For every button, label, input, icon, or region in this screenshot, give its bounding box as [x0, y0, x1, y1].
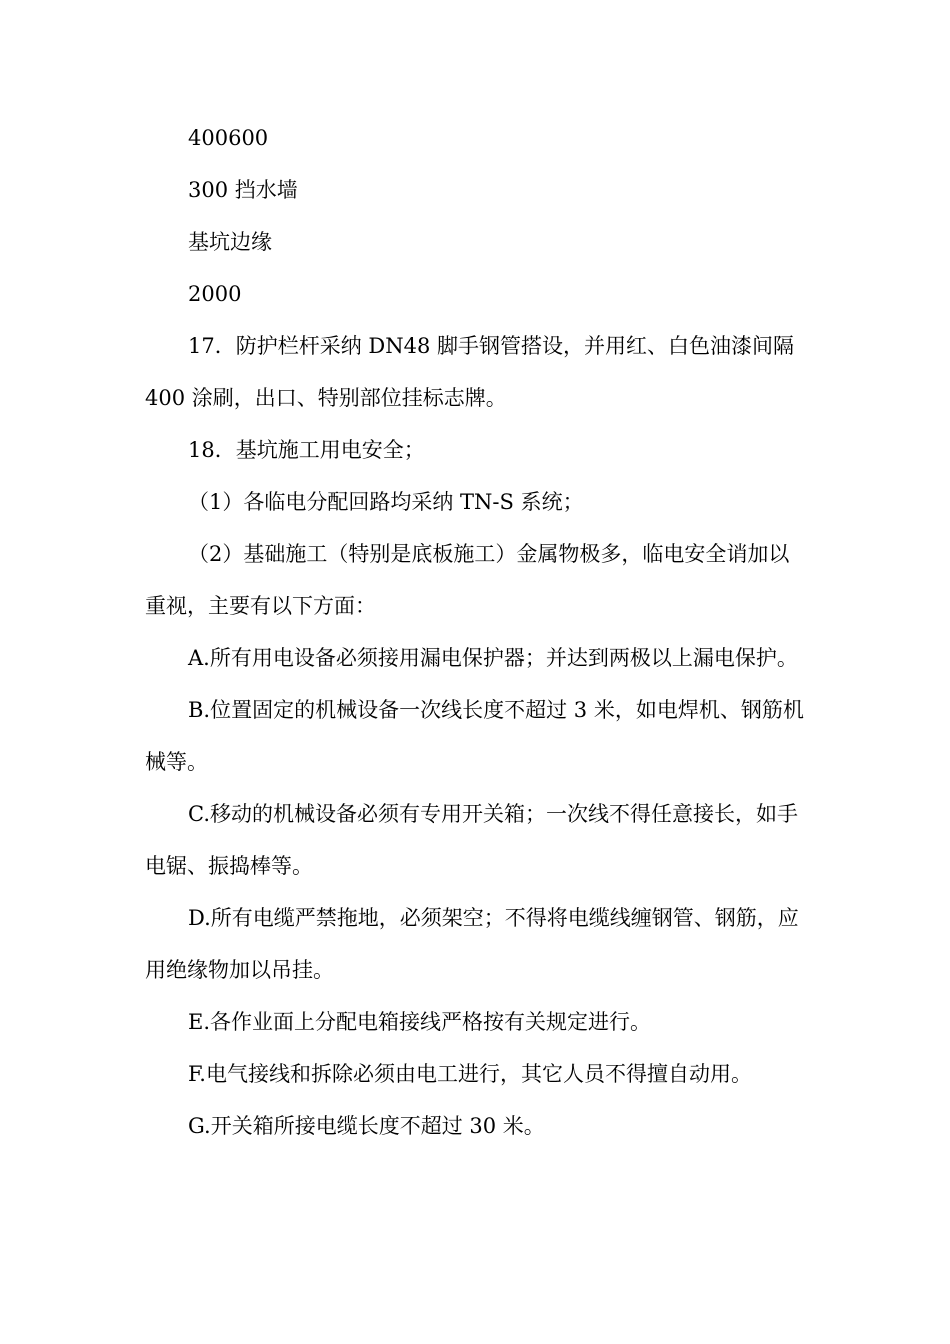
- paragraph-item-18-electrical-safety: 18．基坑施工用电安全；: [188, 438, 425, 462]
- paragraph-point-f-electrician-only: F.电气接线和拆除必须由电工进行，其它人员不得擅自动用。: [188, 1062, 752, 1086]
- paragraph-point-e-distribution-box: E.各作业面上分配电箱接线严格按有关规定进行。: [188, 1010, 652, 1034]
- paragraph-point-g-cable-length-30m: G.开关箱所接电缆长度不超过 30 米。: [188, 1114, 545, 1138]
- paragraph-item-17-guardrail: 17．防护栏杆采纳 DN48 脚手钢管搭设，并用红、白色油漆间隔 400 涂刷，出口、特别部位挂标志牌。: [145, 334, 795, 410]
- paragraph-sub-2-foundation-metal: （2）基础施工（特别是底板施工）金属物极多，临电安全诮加以重视，主要有以下方面：: [145, 542, 790, 618]
- paragraph-point-a-leakage-protector: A.所有用电设备必须接用漏电保护器；并达到两极以上漏电保护。: [188, 646, 798, 670]
- paragraph-water-retaining-wall: 300 挡水墙: [188, 178, 298, 202]
- paragraph-point-c-mobile-equipment: C.移动的机械设备必须有专用开关箱；一次线不得任意接长，如手电锯、振捣棒等。: [145, 802, 798, 878]
- paragraph-dimension-400600: 400600: [188, 126, 269, 150]
- paragraph-point-d-cable-overhead: D.所有电缆严禁拖地，必须架空；不得将电缆线缠钢管、钢筋，应用绝缘物加以吊挂。: [145, 906, 799, 982]
- paragraph-pit-edge: 基坑边缘: [188, 230, 272, 254]
- paragraph-sub-1-tns-system: （1）各临电分配回路均采纳 TN-S 系统；: [188, 490, 584, 514]
- paragraph-dimension-2000: 2000: [188, 282, 242, 306]
- document-body: [145, 112, 809, 1152]
- paragraph-point-b-primary-line-length: B.位置固定的机械设备一次线长度不超过 3 米，如电焊机、钢筋机械等。: [145, 698, 804, 774]
